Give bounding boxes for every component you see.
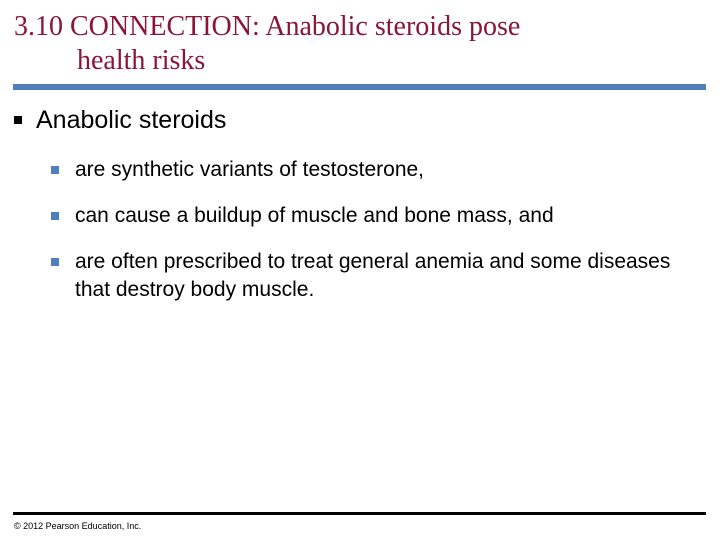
copyright-notice: © 2012 Pearson Education, Inc. bbox=[14, 521, 142, 531]
square-bullet-icon bbox=[14, 116, 22, 124]
bullet-list bbox=[14, 104, 704, 322]
square-bullet-icon bbox=[51, 258, 59, 266]
square-bullet-icon bbox=[51, 212, 59, 220]
slide-title-line-1: 3.10 CONNECTION: Anabolic steroids pose bbox=[14, 11, 521, 42]
slide-title bbox=[14, 10, 704, 78]
sub-bullet-text: are synthetic variants of testosterone, bbox=[75, 158, 425, 181]
sub-bullet-list bbox=[51, 156, 704, 304]
sub-bullet-1 bbox=[51, 156, 704, 184]
sub-bullet-text: can cause a buildup of muscle and bone mass, and bbox=[75, 204, 554, 227]
main-bullet-text: Anabolic steroids bbox=[36, 106, 227, 134]
sub-bullet-3 bbox=[51, 248, 704, 304]
slide-title-line-2: health risks bbox=[77, 45, 206, 76]
sub-bullet-text: are often prescribed to treat general anemia and some diseases that destroy body muscle. bbox=[75, 250, 671, 301]
title-divider bbox=[13, 84, 706, 90]
square-bullet-icon bbox=[51, 166, 59, 174]
footer-divider bbox=[13, 512, 706, 515]
sub-bullet-2 bbox=[51, 202, 704, 230]
main-bullet bbox=[14, 104, 704, 136]
